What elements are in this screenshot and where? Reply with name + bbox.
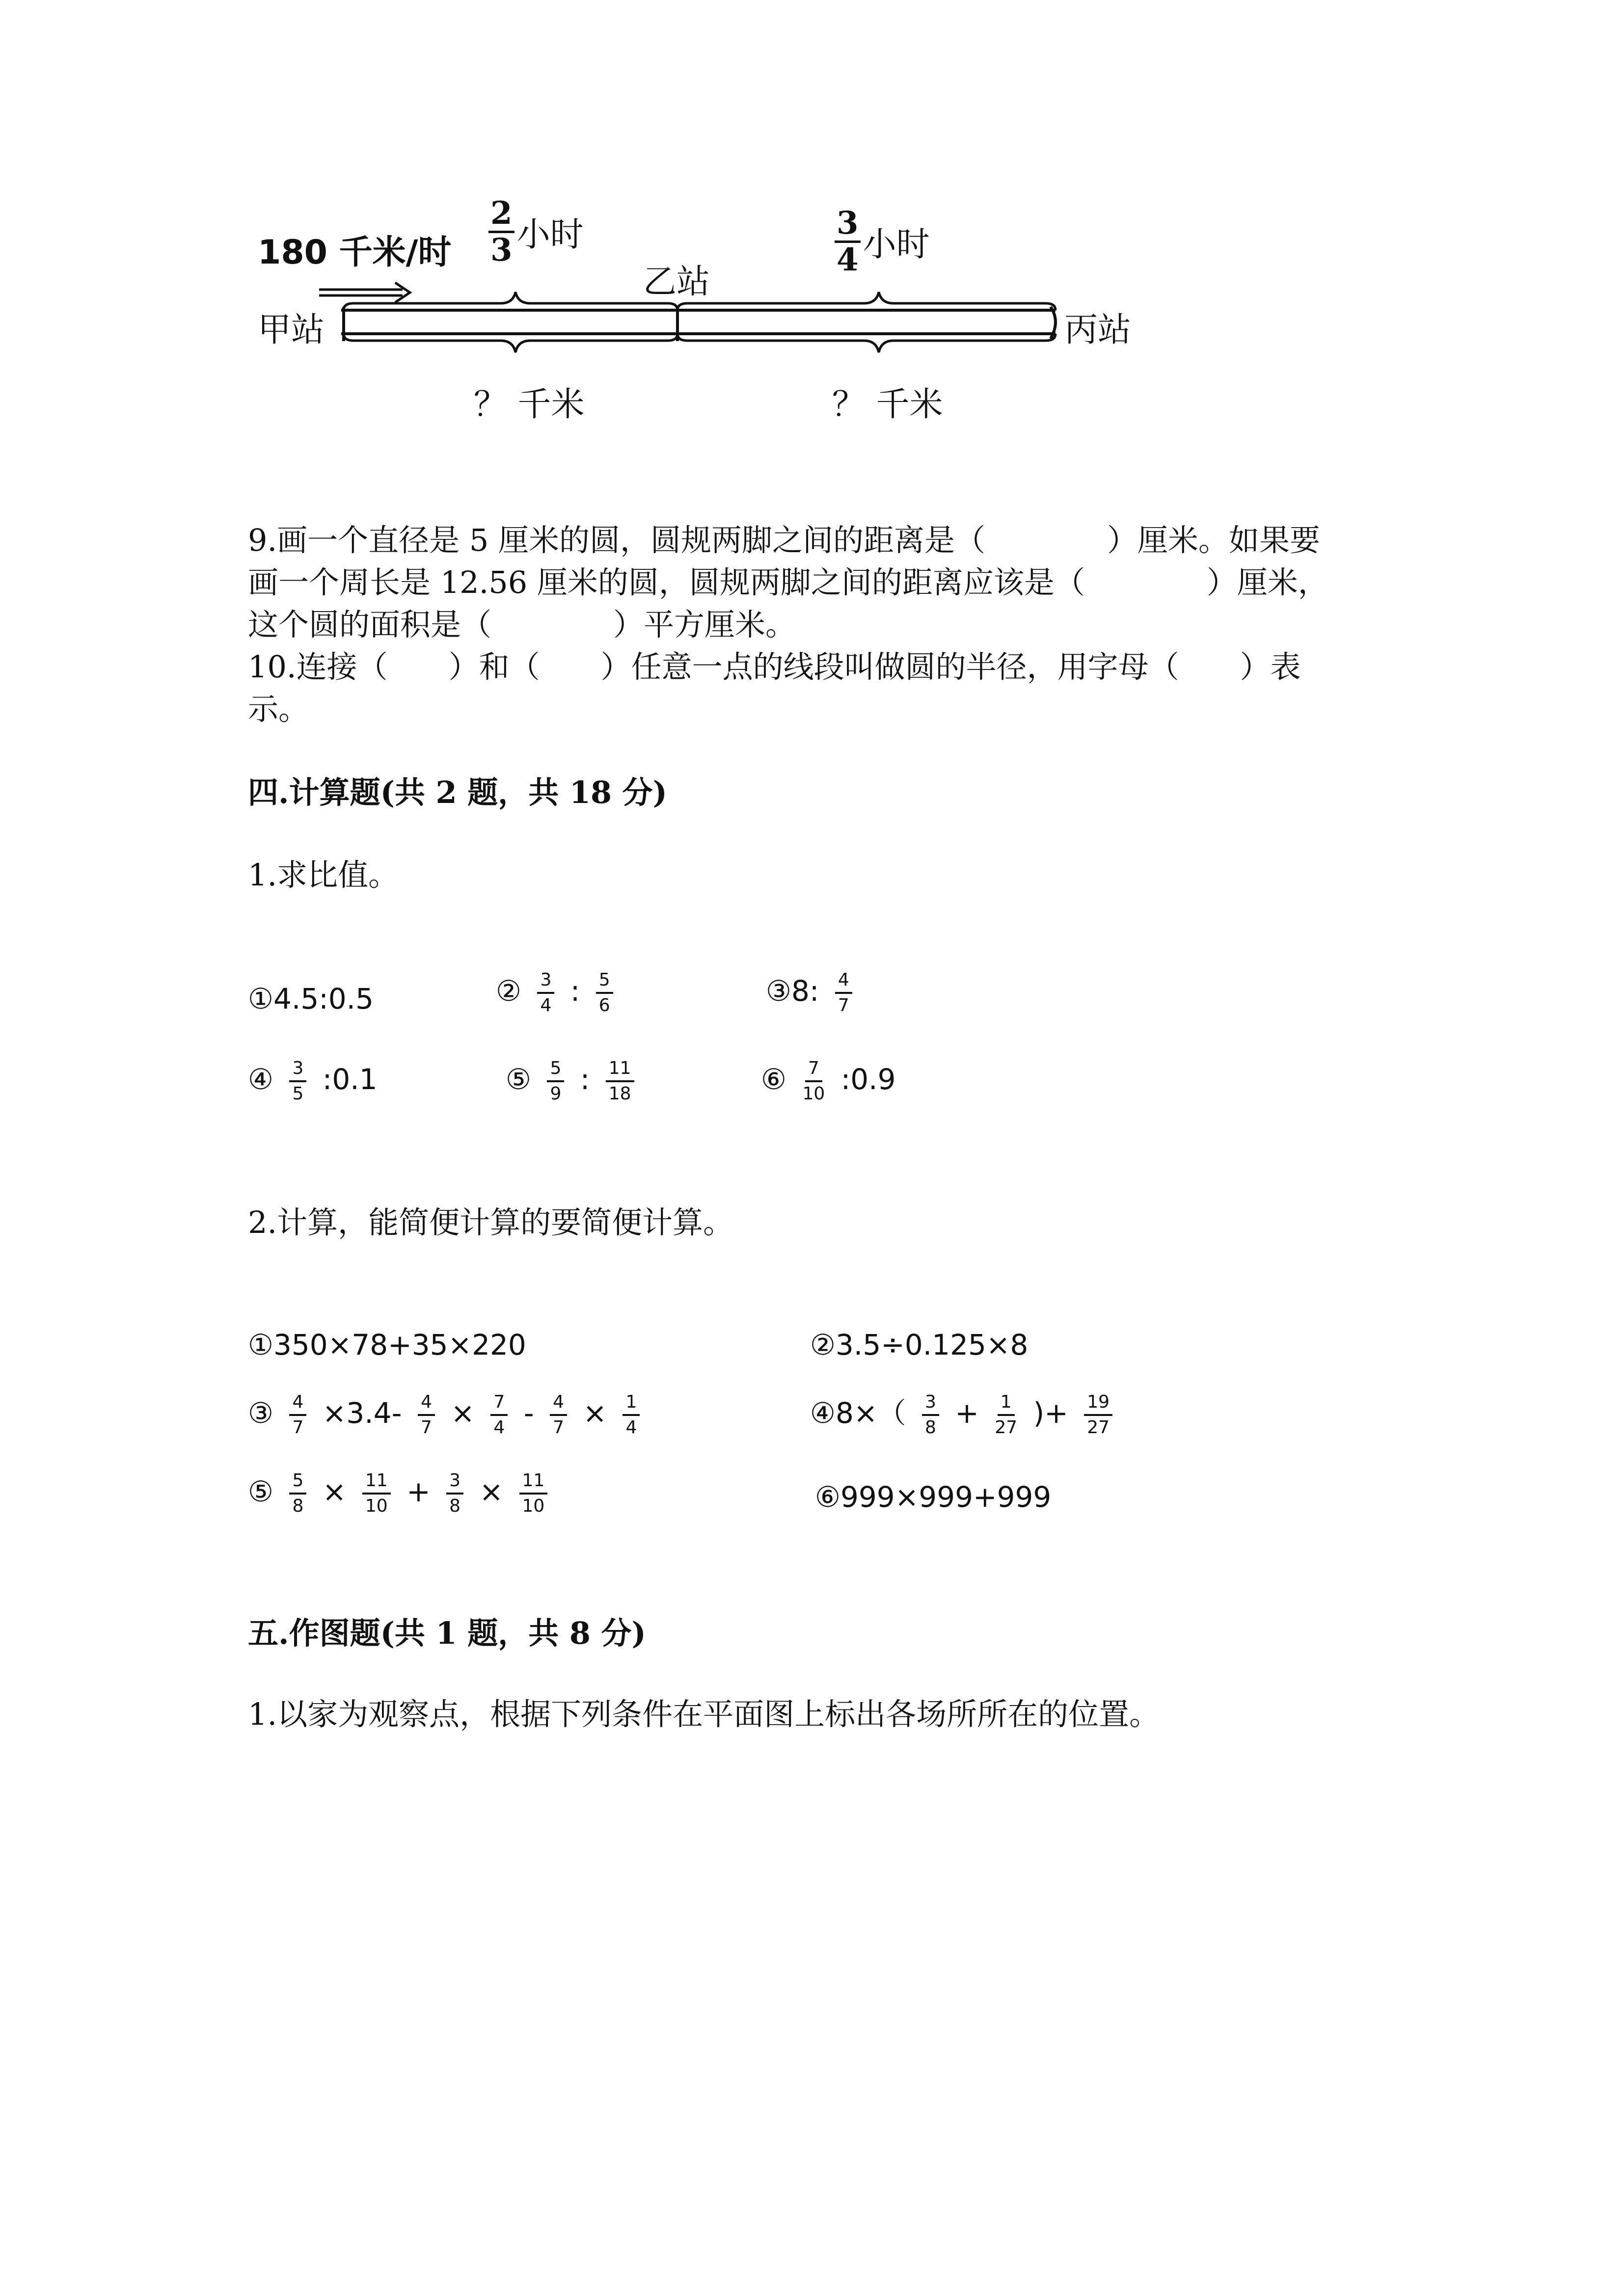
ratio-item-6: ⑥ $\frac{7}{10}$ :0.9 [761,1058,896,1104]
fraction: $\frac{5}{9}$ [547,1058,564,1105]
station-a-label: 甲站 [258,311,325,349]
question-9-line-1: 9.画一个直径是 5 厘米的圆，圆规两脚之间的距离是（ ）厘米。如果要 [248,522,1321,558]
section-4-title: 四.计算题(共 2 题，共 18 分) [248,774,668,810]
fraction: $\frac{4}{7}$ [550,1391,567,1439]
ratio-item-2: ② $\frac{3}{4}$ : $\frac{5}{6}$ [496,969,620,1016]
fraction: $\frac{4}{7}$ [289,1391,306,1439]
bottom-braces [344,334,1056,352]
calc-item-6: ⑥999×999+999 [815,1480,1052,1514]
fraction: $\frac{7}{10}$ [802,1058,825,1104]
section-4-q1-prompt: 1.求比值。 [248,857,399,893]
speed-arrow [319,283,410,302]
section-4-q2-prompt: 2.计算，能简便计算的要简便计算。 [248,1204,734,1240]
ratio-item-4: ④ $\frac{3}{5}$ :0.1 [248,1058,378,1104]
fraction: $\frac{5}{6}$ [596,969,613,1016]
fraction: $\frac{4}{7}$ [418,1391,435,1439]
time-label-2: $\frac{3}{4}$ 小时 [835,206,930,277]
fraction: $\frac{3}{5}$ [289,1058,306,1105]
time-label-1: $\frac{2}{3}$ 小时 [488,196,584,267]
fraction: $\frac{3}{8}$ [922,1391,939,1439]
fraction: $\frac{5}{8}$ [289,1470,306,1517]
question-10-line-1: 10.连接（ ）和（ ）任意一点的线段叫做圆的半径，用字母（ ）表 [248,649,1301,685]
question-10-line-2: 示。 [248,691,309,727]
fraction: $\frac{11}{10}$ [519,1470,548,1517]
ratio-item-3: ③8: $\frac{4}{7}$ [766,969,859,1016]
ratio-item-5: ⑤ $\frac{5}{9}$ : $\frac{11}{18}$ [506,1058,641,1105]
calc-item-5: ⑤ $\frac{5}{8}$ × $\frac{11}{10}$ + $\frac{3}{8}$ × $\frac{11}{10}$ [248,1470,554,1517]
calc-item-1: ①350×78+35×220 [248,1328,526,1362]
fraction: $\frac{7}{4}$ [490,1391,508,1439]
calc-item-3: ③ $\frac{4}{7}$ ×3.4- $\frac{4}{7}$ × $\frac{7}{4}$ - $\frac{4}{7}$ × $\frac{1}{4}$ [248,1391,647,1439]
fraction: $\frac{3}{8}$ [446,1470,463,1517]
distance-left-label: ？ 千米 [474,385,585,424]
section-5-q1: 1.以家为观察点，根据下列条件在平面图上标出各场所所在的位置。 [248,1696,1160,1732]
fraction: $\frac{11}{18}$ [606,1058,634,1105]
fraction: $\frac{19}{27}$ [1084,1391,1112,1439]
station-c-label: 丙站 [1064,311,1132,349]
station-b-label: 乙站 [643,263,710,301]
time-fraction-1: $\frac{2}{3}$ [488,196,514,267]
speed-label: 180 千米/时 [258,233,452,272]
distance-right-label: ？ 千米 [832,385,943,424]
fraction: $\frac{1}{4}$ [623,1391,640,1439]
fraction: $\frac{11}{10}$ [362,1470,391,1517]
calc-item-4: ④8×（ $\frac{3}{8}$ + $\frac{1}{27}$ )+ $\frac{19}{27}$ [810,1391,1119,1439]
calc-item-2: ②3.5÷0.125×8 [810,1328,1029,1362]
time-fraction-2: $\frac{3}{4}$ [835,206,861,277]
distance-diagram [245,187,1178,461]
track [341,307,1056,341]
question-9-line-3: 这个圆的面积是（ ）平方厘米。 [248,607,796,642]
fraction: $\frac{1}{27}$ [995,1392,1018,1438]
question-9-line-2: 画一个周长是 12.56 厘米的圆，圆规两脚之间的距离应该是（ ）厘米， [248,564,1328,600]
fraction: $\frac{3}{4}$ [537,969,554,1016]
fraction: $\frac{4}{7}$ [835,969,852,1016]
ratio-item-1: ①4.5:0.5 [248,982,374,1015]
section-5-title: 五.作图题(共 1 题，共 8 分) [248,1615,646,1651]
